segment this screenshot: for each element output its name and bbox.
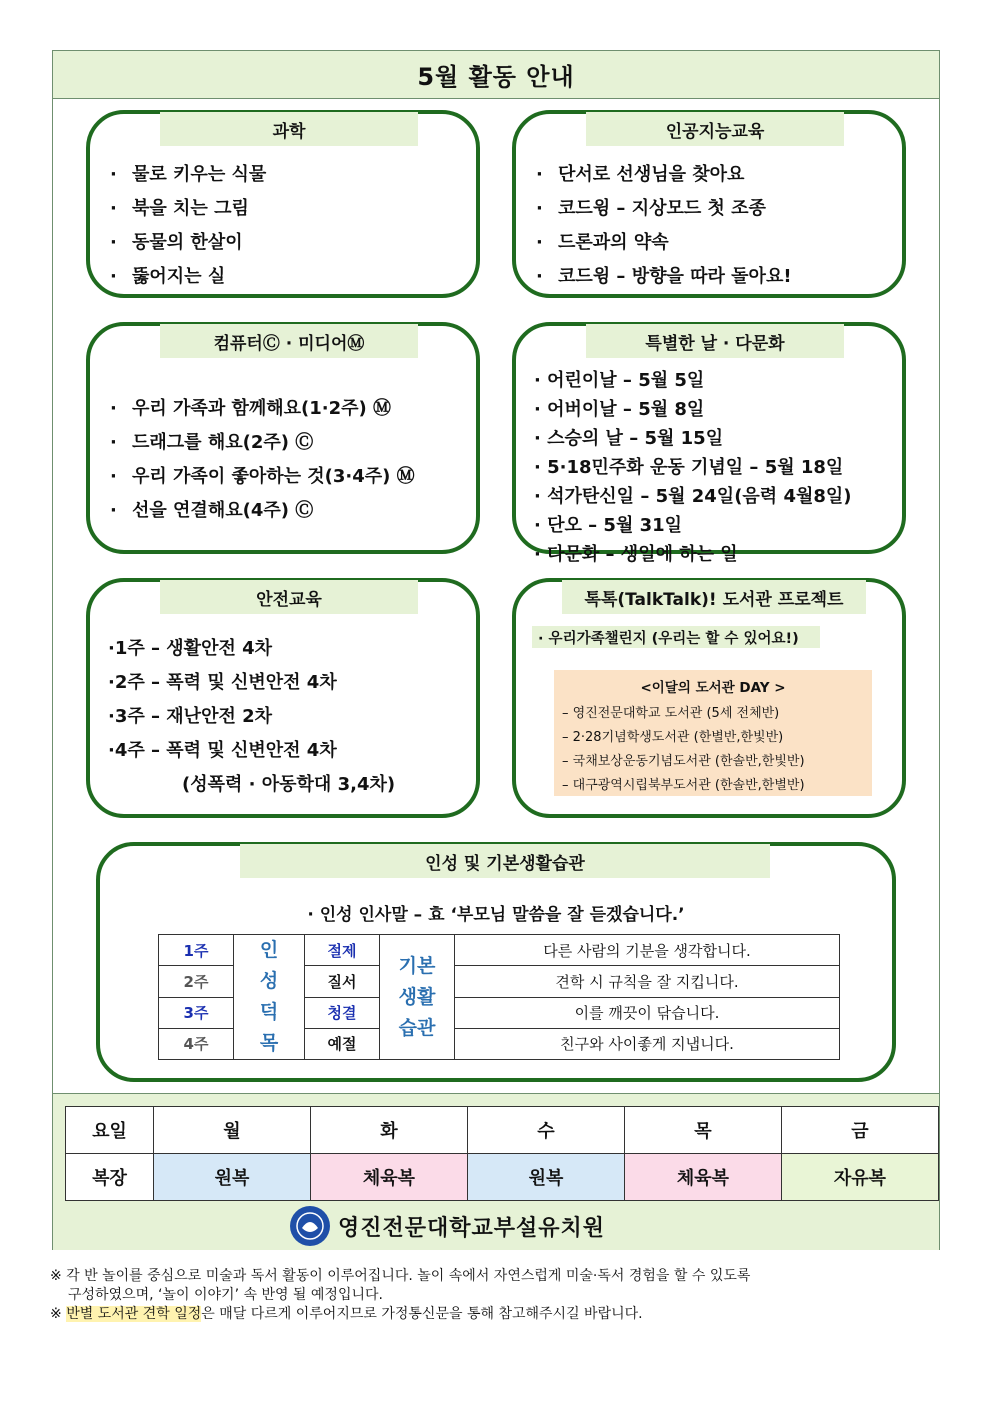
week-cell: 1주 (159, 935, 234, 966)
habit-label-cell: 기본 생활 습관 (380, 935, 455, 1060)
week-cell: 3주 (159, 997, 234, 1028)
list-item: ·1주 – 생활안전 4차 (108, 638, 273, 659)
list-item: – 국채보상운동기념도서관 (한솔반,한빛반) (562, 754, 805, 769)
list-item: – 대구광역시립북부도서관 (한솔반,한별반) (562, 778, 805, 793)
list-item: · 선을 연결해요(4주) Ⓒ (110, 496, 415, 522)
character-habits-table (158, 934, 840, 1060)
note-1-continued: 구성하였으며, ‘놀이 이야기’ 속 반영 될 예정입니다. (68, 1287, 383, 1303)
virtue-label-cell: 인 성 덕 목 (234, 935, 305, 1060)
special-days-list (534, 366, 852, 566)
week-cell: 4주 (159, 1028, 234, 1059)
character-habits-heading: 인성 및 기본생활습관 (240, 844, 770, 878)
science-heading: 과학 (160, 112, 418, 146)
dress-code-table (65, 1106, 939, 1201)
character-habits-box (96, 842, 896, 1082)
library-day-title: <이달의 도서관 DAY > (640, 680, 786, 696)
habit-cell: 다른 사람의 기분을 생각합니다. (455, 935, 840, 966)
day-cell: 월 (154, 1107, 311, 1154)
ai-heading: 인공지능교육 (586, 112, 844, 146)
list-item: · 어린이날 – 5월 5일 (534, 370, 705, 391)
list-item: · 동물의 한살이 (110, 228, 266, 254)
special-days-box (512, 322, 906, 565)
list-item: · 석가탄신일 – 5월 24일(음력 4월8일) (534, 486, 852, 507)
clothes-cell: 체육복 (625, 1154, 782, 1201)
science-box (86, 110, 480, 298)
clothes-cell: 자유복 (782, 1154, 939, 1201)
day-cell: 화 (311, 1107, 468, 1154)
list-item: · 북을 치는 그림 (110, 194, 266, 220)
school-footer (290, 1206, 605, 1246)
school-logo-icon (290, 1206, 330, 1246)
list-item: · 어버이날 – 5월 8일 (534, 399, 705, 420)
day-cell: 수 (468, 1107, 625, 1154)
list-item: ·3주 – 재난안전 2차 (108, 706, 273, 727)
list-item: – 영진전문대학교 도서관 (5세 전체반) (562, 706, 780, 721)
clothes-cell: 원복 (154, 1154, 311, 1201)
day-cell: 금 (782, 1107, 939, 1154)
special-days-heading: 특별한 날 · 다문화 (586, 324, 844, 358)
family-challenge-label: · 우리가족챌린지 (우리는 할 수 있어요!) (532, 626, 820, 648)
ai-list (536, 160, 792, 288)
list-item: – 2·28기념학생도서관 (한별반,한빛반) (562, 730, 784, 745)
safety-heading: 안전교육 (160, 580, 418, 614)
week-cell: 2주 (159, 966, 234, 997)
day-cell: 목 (625, 1107, 782, 1154)
list-item: · 5·18민주화 운동 기념일 – 5월 18일 (534, 457, 844, 478)
computer-media-heading: 컴퓨터Ⓒ · 미디어Ⓜ (160, 324, 418, 358)
highlighted-text: 반별 도서관 견학 일정 (66, 1306, 202, 1322)
list-item: · 다문화 – 생일에 하는 일 (534, 544, 738, 565)
dress-row-label: 요일 (66, 1107, 154, 1154)
list-item: · 물로 키우는 식물 (110, 160, 266, 186)
library-project-box (512, 578, 906, 818)
character-greeting: · 인성 인사말 – 효 ‘부모님 말씀을 잘 듣겠습니다.’ (307, 905, 685, 925)
ai-box (512, 110, 906, 298)
library-day-panel (554, 670, 872, 796)
virtue-cell: 청결 (305, 997, 380, 1028)
habit-cell: 이를 깨끗이 닦습니다. (455, 997, 840, 1028)
page-title: 5월 활동 안내 (53, 51, 939, 99)
science-list (110, 160, 266, 288)
computer-media-box (86, 322, 480, 554)
note-2: ※ 반별 도서관 견학 일정은 매달 다르게 이루어지므로 가정통신문을 통해 참고해주시길 바랍니다. (50, 1306, 643, 1322)
list-item: · 우리 가족이 좋아하는 것(3·4주) Ⓜ (110, 462, 415, 488)
list-item: · 단서로 선생님을 찾아요 (536, 160, 792, 186)
dress-row-label: 복장 (66, 1154, 154, 1201)
list-item: · 뚫어지는 실 (110, 262, 266, 288)
clothes-cell: 체육복 (311, 1154, 468, 1201)
computer-media-list (110, 394, 415, 522)
list-item: · 드래그를 해요(2주) Ⓒ (110, 428, 415, 454)
clothes-cell: 원복 (468, 1154, 625, 1201)
safety-subnote: (성폭력 · 아동학대 3,4차) (182, 774, 396, 795)
habit-cell: 견학 시 규칙을 잘 지킵니다. (455, 966, 840, 997)
note-1: ※ 각 반 놀이를 중심으로 미술과 독서 활동이 이루어집니다. 놀이 속에서 자연스럽게 미술·독서 경험을 할 수 있도록 (50, 1268, 751, 1284)
virtue-cell: 절제 (305, 935, 380, 966)
virtue-cell: 질서 (305, 966, 380, 997)
list-item: · 우리 가족과 함께해요(1·2주) Ⓜ (110, 394, 415, 420)
habit-cell: 친구와 사이좋게 지냅니다. (455, 1028, 840, 1059)
safety-list (108, 634, 395, 796)
list-item: ·2주 – 폭력 및 신변안전 4차 (108, 672, 337, 693)
virtue-cell: 예절 (305, 1028, 380, 1059)
list-item: · 코드윙 – 지상모드 첫 조종 (536, 194, 792, 220)
school-name: 영진전문대학교부설유치원 (338, 1215, 606, 1241)
list-item: · 드론과의 약속 (536, 228, 792, 254)
list-item: ·4주 – 폭력 및 신변안전 4차 (108, 740, 337, 761)
library-project-heading: 톡톡(TalkTalk)! 도서관 프로젝트 (562, 580, 866, 614)
list-item: · 코드윙 – 방향을 따라 돌아요! (536, 262, 792, 288)
list-item: · 단오 – 5월 31일 (534, 515, 683, 536)
safety-box (86, 578, 480, 818)
list-item: · 스승의 날 – 5월 15일 (534, 428, 724, 449)
